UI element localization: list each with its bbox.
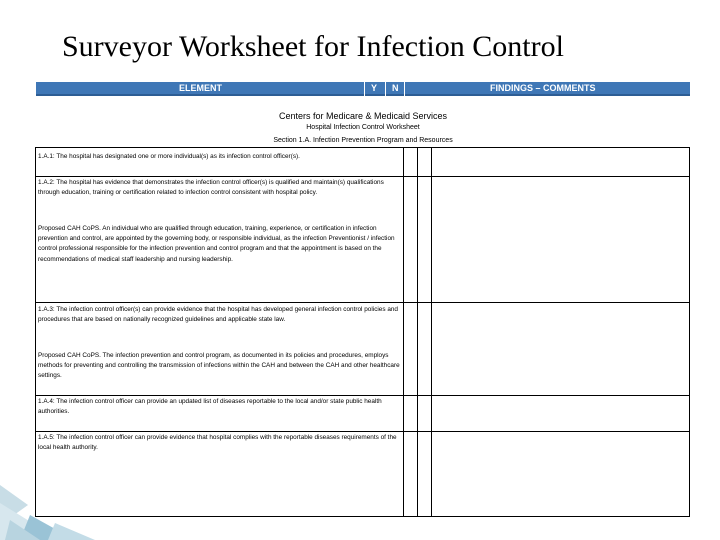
column-divider	[417, 148, 418, 516]
column-divider	[403, 148, 404, 516]
row-divider	[36, 176, 689, 177]
corner-decoration	[0, 445, 110, 540]
header-y: Y	[371, 83, 378, 93]
table-row-1-a-2: 1.A.2: The hospital has evidence that demonstrates the infection control officer(s) is qualified and maintain(s) qualifications through education, training or certification related to infection control consistent with hospital policy.	[38, 179, 384, 197]
header-separator	[364, 82, 365, 96]
table-row-proposed-cah-2: Proposed CAH CoPS. The infection prevention and control program, as documented in its policies and procedures, employs methods for preventing and controlling the transmission of infections within the CAH and between the CAH and other healthcare settings.	[38, 352, 400, 380]
header-separator	[404, 82, 405, 96]
row-divider	[36, 302, 689, 303]
header-element: ELEMENT	[179, 83, 223, 93]
worksheet-table	[35, 147, 690, 517]
section-title: Section 1.A. Infection Prevention Program and Resources	[273, 137, 453, 144]
worksheet-title: Hospital Infection Control Worksheet	[306, 124, 420, 131]
row-divider	[36, 431, 689, 432]
header-findings: FINDINGS – COMMENTS	[490, 83, 596, 93]
deco-triangle	[48, 523, 95, 540]
header-separator	[385, 82, 386, 96]
table-row-1-a-1: 1.A.1: The hospital has designated one or more individual(s) as its infection control officer(s).	[38, 153, 300, 160]
page-title: Surveyor Worksheet for Infection Control	[62, 30, 564, 63]
table-row-proposed-cah-1: Proposed CAH CoPS. An individual who are qualified through education, training, experience, or certification in infection prevention and control, are appointed by the governing body, or responsible individual, as the infection Preventionist / infection control professional responsible for the infection prevention and control program and that the appointment is based on the recommendations of medical staff leadership and nursing leadership.	[38, 225, 395, 263]
table-header-bar	[36, 82, 690, 96]
table-row-1-a-3: 1.A.3: The infection control officer(s) can provide evidence that the hospital has developed general infection control policies and procedures that are based on nationally recognized guidelines and applicable state law.	[38, 306, 398, 324]
row-divider	[36, 395, 689, 396]
header-n: N	[392, 83, 399, 93]
column-divider	[431, 148, 432, 516]
table-row-1-a-4: 1.A.4: The infection control officer can provide an updated list of diseases reportable to the local and/or state public health authorities.	[38, 398, 382, 416]
table-row-1-a-5: 1.A.5: The infection control officer can provide evidence that hospital complies with the reportable diseases requirements of the local health authority.	[38, 434, 397, 452]
cms-title: Centers for Medicare & Medicaid Services	[278, 111, 448, 121]
